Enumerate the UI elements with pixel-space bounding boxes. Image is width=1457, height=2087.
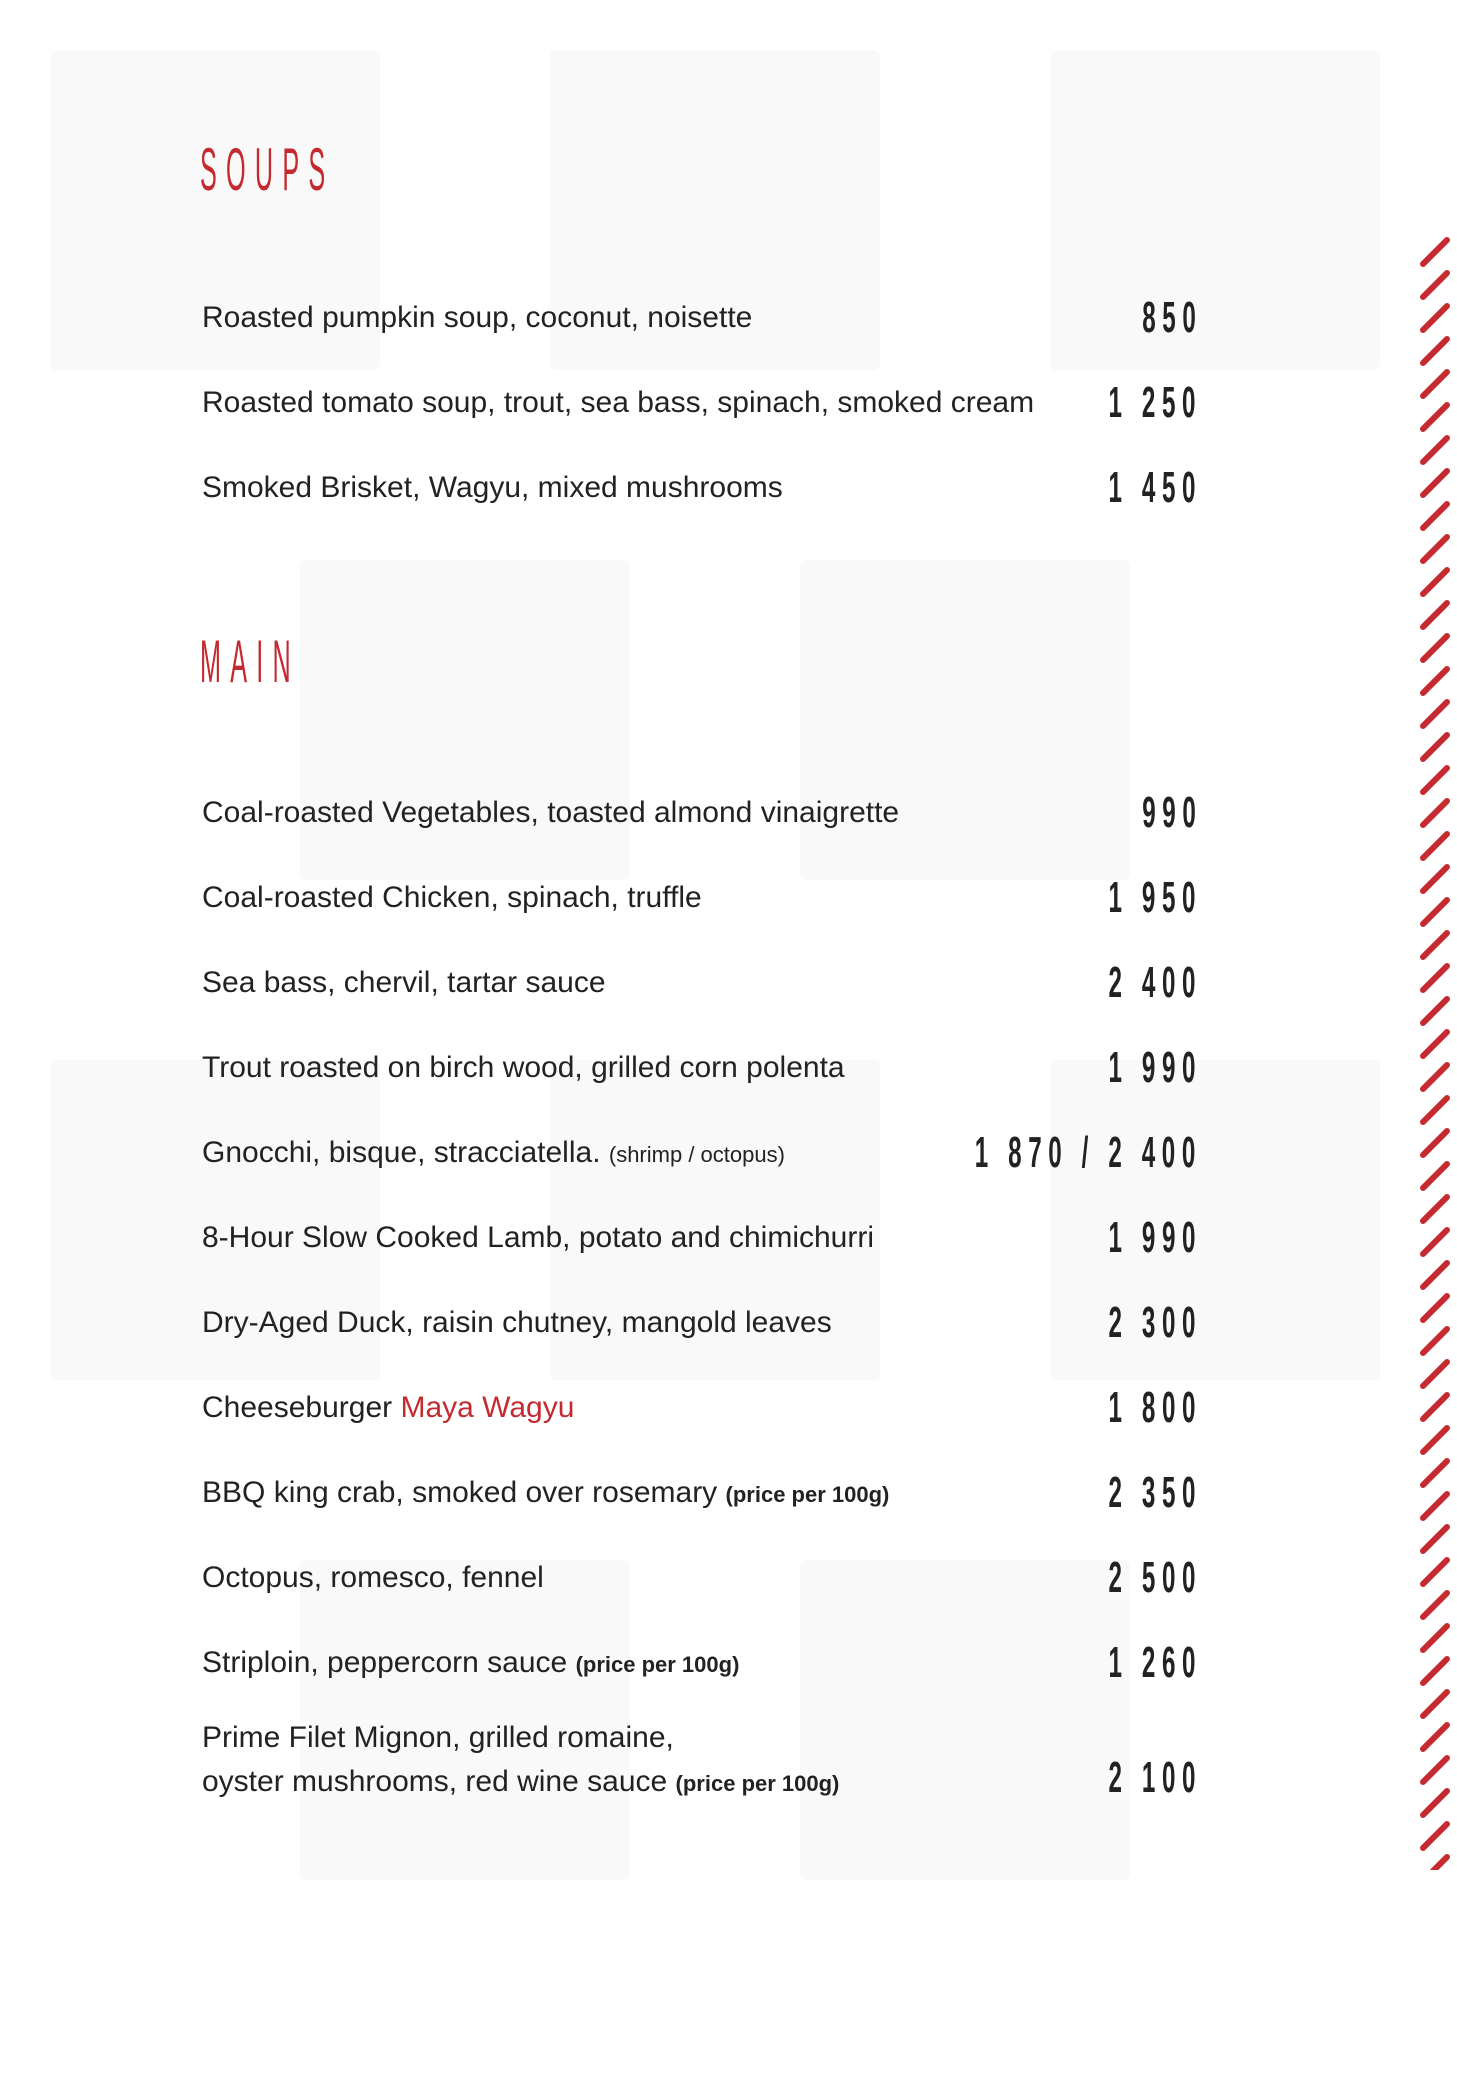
item-name: Roasted pumpkin soup, coconut, noisette [202,301,753,334]
item-price: 1 870 / 2 400 [974,1128,1202,1177]
menu-item [202,1635,1202,1695]
stripe [1423,834,1447,858]
stripe [1423,768,1447,792]
item-price: 2 350 [1108,1468,1202,1517]
stripe [1423,570,1447,594]
stripe [1423,1659,1447,1683]
stripe [1423,240,1447,264]
stripe [1423,900,1447,924]
item-name [202,1716,839,1806]
stripe [1423,372,1447,396]
stripe [1423,1395,1447,1419]
stripe [1423,1098,1447,1122]
item-name: Coal-roasted Vegetables, toasted almond vinaigrette [202,796,900,829]
stripe [1423,735,1447,759]
item-price: 2 500 [1108,1553,1202,1602]
item-name-line: Prime Filet Mignon, grilled romaine, [202,1721,674,1754]
stripe [1423,1197,1447,1221]
stripe [1423,933,1447,957]
item-name-text: oyster mushrooms, red wine sauce [202,1765,668,1798]
stripe [1423,1362,1447,1386]
stripe [1423,438,1447,462]
stripe [1423,339,1447,363]
stripe [1423,636,1447,660]
menu-item [202,1550,1202,1610]
item-name: 8-Hour Slow Cooked Lamb, potato and chimichurri [202,1221,874,1254]
stripe [1423,1560,1447,1584]
item-price: 1 800 [1108,1383,1202,1432]
stripe [1423,1065,1447,1089]
menu-item [202,290,1202,350]
stripe [1423,1758,1447,1782]
menu-item [202,1295,1202,1355]
main-heading: MAIN [200,628,300,695]
item-name-line [202,1760,839,1806]
item-price: 2 100 [1108,1753,1202,1802]
stripe [1423,1263,1447,1287]
stripe [1423,1626,1447,1650]
stripe [1423,1329,1447,1353]
item-note: (shrimp / octopus) [608,1142,785,1167]
stripe [1423,471,1447,495]
menu-item [202,870,1202,930]
item-name-text: Gnocchi, bisque, stracciatella. [202,1136,601,1169]
item-name: Smoked Brisket, Wagyu, mixed mushrooms [202,471,783,504]
stripe [1423,1296,1447,1320]
menu-item [202,1210,1202,1270]
item-price: 1 450 [1108,463,1202,512]
item-name: Trout roasted on birch wood, grilled corn polenta [202,1051,845,1084]
stripe [1423,603,1447,627]
item-name: Coal-roasted Chicken, spinach, truffle [202,881,702,914]
item-price: 1 260 [1108,1638,1202,1687]
item-note: (price per 100g) [575,1652,740,1677]
stripe [1423,504,1447,528]
stripe [1423,1692,1447,1716]
menu-item [202,460,1202,520]
item-name-text: BBQ king crab, smoked over rosemary [202,1476,718,1509]
stripe [1423,1131,1447,1155]
stripe [1423,801,1447,825]
item-price: 2 400 [1108,958,1202,1007]
stripe [1423,1164,1447,1188]
item-name: Dry-Aged Duck, raisin chutney, mangold leaves [202,1306,832,1339]
item-name [202,1133,785,1175]
item-name-text: Cheeseburger [202,1391,393,1424]
stripe [1423,1791,1447,1815]
item-note: (price per 100g) [725,1482,890,1507]
menu-item [202,375,1202,435]
item-price: 1 990 [1108,1043,1202,1092]
item-name [202,1643,739,1685]
stripe [1423,1857,1447,1870]
stripe [1423,702,1447,726]
decorative-stripes [1409,230,1457,1870]
item-name: Octopus, romesco, fennel [202,1561,544,1594]
stripe [1423,1824,1447,1848]
item-price: 1 950 [1108,873,1202,922]
item-price: 990 [1141,788,1202,837]
menu-item [202,785,1202,845]
menu-item [202,1716,1202,1816]
item-name [202,1473,889,1515]
stripe [1423,867,1447,891]
item-name [202,1388,574,1428]
stripe [1423,306,1447,330]
item-name: Sea bass, chervil, tartar sauce [202,966,606,999]
stripe [1423,1428,1447,1452]
menu-item [202,1380,1202,1440]
item-price: 1 250 [1108,378,1202,427]
item-name: Roasted tomato soup, trout, sea bass, spinach, smoked cream [202,386,1035,419]
stripe [1423,999,1447,1023]
stripe [1423,669,1447,693]
stripe [1423,1527,1447,1551]
stripe [1423,1593,1447,1617]
item-name-text: Striploin, peppercorn sauce [202,1646,568,1679]
item-highlight: Maya Wagyu [400,1391,575,1424]
stripe [1423,405,1447,429]
stripe [1423,1461,1447,1485]
stripe [1423,1494,1447,1518]
stripe [1423,537,1447,561]
menu-item [202,1040,1202,1100]
stripe [1423,273,1447,297]
stripe [1423,1725,1447,1749]
stripe [1423,1230,1447,1254]
menu-item [202,1465,1202,1525]
item-price: 850 [1141,293,1202,342]
menu-item [202,1125,1202,1185]
item-price: 2 300 [1108,1298,1202,1347]
item-price: 1 990 [1108,1213,1202,1262]
stripe [1423,966,1447,990]
soups-heading: SOUPS [200,136,335,203]
stripe [1423,1032,1447,1056]
menu-item [202,955,1202,1015]
item-note: (price per 100g) [675,1771,840,1796]
